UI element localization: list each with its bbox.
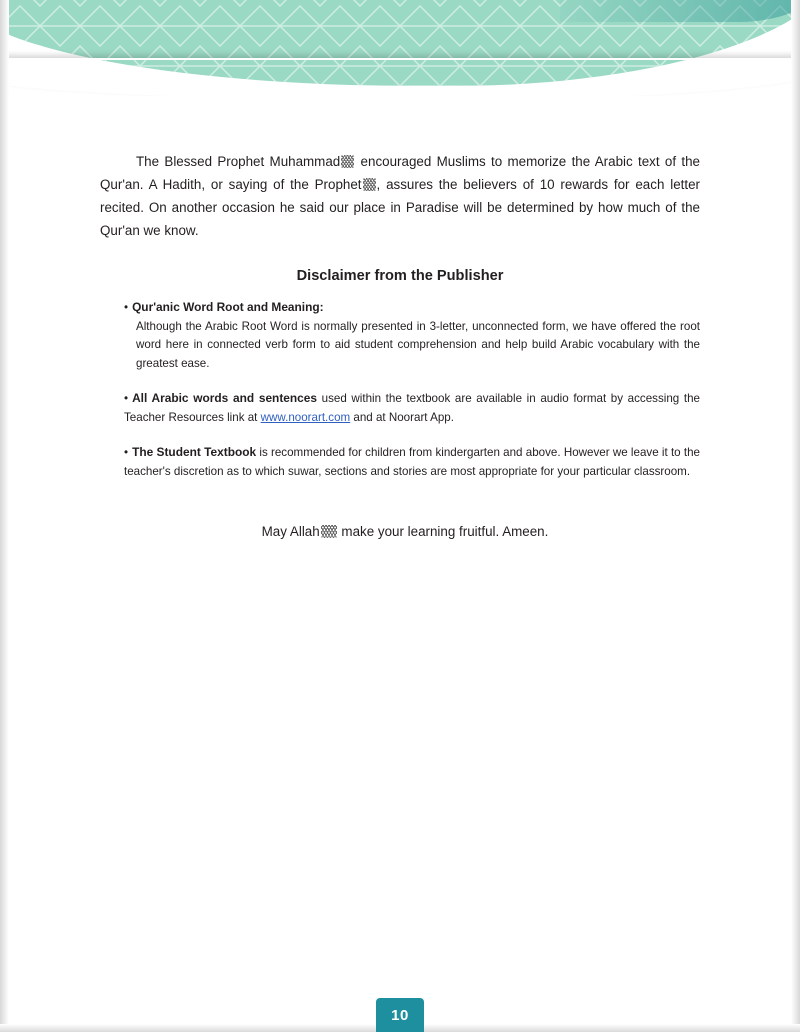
bullet-marker: • <box>124 301 129 315</box>
bullet-marker: • <box>124 392 129 406</box>
list-item <box>124 389 700 427</box>
bullet-lead-text: Qur'anic Word Root and Meaning: <box>132 300 324 315</box>
bullet-body-text: is recommended for children from kindergarten and above. However we leave it to the teacher's discretion as to which suwar, sections and stories are most appropriate for your particular classroom. <box>124 446 700 479</box>
closing-text-part2: make your learning fruitful. Ameen. <box>337 523 549 539</box>
intro-paragraph <box>100 150 700 242</box>
peace-be-upon-him-calligraphy-icon <box>363 178 376 191</box>
intro-text-part1: The Blessed Prophet Muhammad <box>136 154 341 169</box>
disclaimer-bullet-list <box>124 298 700 481</box>
list-item <box>124 298 700 373</box>
closing-paragraph <box>100 524 700 539</box>
bullet-body-before-link: used within the textbook are available in audio format by accessing the Teacher Resources link at <box>124 392 700 424</box>
closing-text-part1: May Allah <box>261 523 320 539</box>
page-edge-left <box>0 0 9 1032</box>
header-band-shape <box>0 0 800 86</box>
peace-be-upon-him-calligraphy-icon <box>341 155 354 168</box>
noorart-website-link[interactable]: www.noorart.com <box>260 410 351 424</box>
intro-text-part3: , assures the believers of 10 rewards for each letter recited. On another occasion he said our place in Paradise will be determined by how much of the Qur'an we know. <box>100 177 700 239</box>
bullet-marker: • <box>124 446 129 460</box>
list-item <box>124 443 700 481</box>
bullet-body-text: Although the Arabic Root Word is normally presented in 3-letter, unconnected form, we have offered the root word here in connected verb form to aid student comprehension and help build Arabic vocabulary with the greatest ease. <box>136 319 700 370</box>
bullet-body-after-link: and at Noorart App. <box>350 410 454 424</box>
page-edge-right <box>791 0 800 1032</box>
page-header-band <box>0 0 800 96</box>
disclaimer-heading: Disclaimer from the Publisher <box>296 268 504 285</box>
bullet-lead-text: The Student Textbook <box>132 445 257 460</box>
intro-text-part2: encouraged Muslims to memorize the Arabic text of the Qur'an. A Hadith, or saying of the Prophet <box>100 154 700 193</box>
subhanahu-wa-taala-calligraphy-icon <box>321 525 337 538</box>
page-content <box>100 150 700 552</box>
bullet-lead-text: All Arabic words and sentences <box>132 391 317 406</box>
header-band-gradient <box>560 0 800 22</box>
page-number-tab: 10 <box>376 998 424 1032</box>
